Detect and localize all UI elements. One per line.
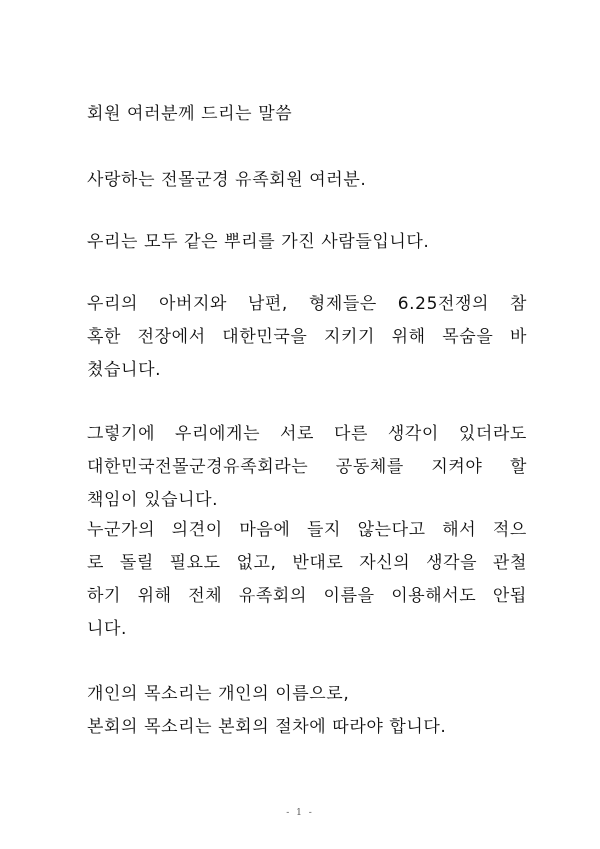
document-title: 회원 여러분께 드리는 말씀 bbox=[87, 104, 293, 124]
paragraph-4-line-1-word: 않는다고 bbox=[357, 520, 426, 540]
paragraph-2-line-2-word: 위해 bbox=[391, 327, 426, 347]
paragraph-3-line-1 bbox=[87, 424, 527, 444]
paragraph-2-line-2-word: 지키기 bbox=[324, 327, 376, 347]
page-number: - 1 - bbox=[286, 808, 314, 818]
paragraph-4-line-1 bbox=[87, 520, 527, 540]
paragraph-4-line-4: 니다. bbox=[87, 619, 128, 639]
paragraph-4-line-2-word: 자신의 bbox=[359, 553, 411, 573]
paragraph-2-line-2-word: 목숨을 bbox=[442, 327, 494, 347]
paragraph-4-line-1-word: 적으 bbox=[492, 520, 527, 540]
paragraph-4-line-3-word: 유족회의 bbox=[238, 586, 307, 606]
paragraph-4-line-2-word: 돌릴 bbox=[119, 553, 154, 573]
paragraph-2-line-1-word: 참 bbox=[509, 294, 527, 314]
paragraph-5-line-2: 본회의 목소리는 본회의 절차에 따라야 합니다. bbox=[87, 717, 447, 737]
paragraph-3-line-2-word: 공동체를 bbox=[335, 457, 404, 477]
paragraph-4-line-2-word: 관철 bbox=[492, 553, 527, 573]
paragraph-4-line-3 bbox=[87, 586, 527, 606]
paragraph-2-line-2-word: 대한민국을 bbox=[222, 327, 308, 347]
paragraph-4-line-2-word: 없고, bbox=[236, 553, 277, 573]
paragraph-4-line-3-word: 이름을 bbox=[323, 586, 375, 606]
paragraph-3-line-3: 책임이 있습니다. bbox=[87, 490, 219, 510]
paragraph-2-line-1-word: 아버지와 bbox=[158, 294, 228, 314]
paragraph-4-line-1-word: 누군가의 bbox=[87, 520, 156, 540]
paragraph-3-line-2-word: 지켜야 bbox=[431, 457, 483, 477]
paragraph-4-line-1-word: 마음에 bbox=[239, 520, 291, 540]
paragraph-4-line-3-word: 하기 bbox=[87, 586, 122, 606]
paragraph-2-line-2-word: 전장에서 bbox=[137, 327, 206, 347]
paragraph-3-line-2-word: 대한민국전몰군경유족회라는 bbox=[87, 457, 309, 477]
paragraph-2-line-1 bbox=[87, 294, 527, 314]
paragraph-2-line-1-word: 남편, bbox=[247, 294, 288, 314]
paragraph-2-line-1-word: 우리의 bbox=[87, 294, 139, 314]
paragraph-2-line-1-word: 형제들은 bbox=[308, 294, 377, 314]
paragraph-3-line-1-word: 서로 bbox=[280, 424, 315, 444]
paragraph-2-line-2 bbox=[87, 327, 527, 347]
paragraph-3-line-1-word: 우리에게는 bbox=[174, 424, 261, 444]
paragraph-4-line-1-word: 들지 bbox=[306, 520, 342, 540]
paragraph-4-line-1-word: 해서 bbox=[442, 520, 477, 540]
paragraph-4-line-2-word: 로 bbox=[87, 553, 105, 573]
paragraph-4-line-3-word: 안됩 bbox=[492, 586, 527, 606]
paragraph-2-line-3: 쳤습니다. bbox=[87, 360, 162, 380]
paragraph-4-line-3-word: 전체 bbox=[188, 586, 223, 606]
paragraph-3-line-1-word: 있더라도 bbox=[458, 424, 527, 444]
paragraph-4-line-3-word: 이용해서도 bbox=[391, 586, 477, 606]
paragraph-4-line-2-word: 반대로 bbox=[292, 553, 344, 573]
paragraph-5-line-1: 개인의 목소리는 개인의 이름으로, bbox=[87, 684, 350, 704]
paragraph-3-line-2-word: 할 bbox=[509, 457, 527, 477]
paragraph-3-line-1-word: 생각이 bbox=[387, 424, 439, 444]
paragraph-4-line-3-word: 위해 bbox=[137, 586, 172, 606]
paragraph-4-line-1-word: 의견이 bbox=[171, 520, 223, 540]
paragraph-3-line-1-word: 그렇기에 bbox=[87, 424, 156, 444]
paragraph-1: 우리는 모두 같은 뿌리를 가진 사람들입니다. bbox=[87, 232, 430, 252]
paragraph-4-line-2 bbox=[87, 553, 527, 573]
paragraph-2-line-2-word: 혹한 bbox=[87, 327, 122, 347]
paragraph-2-line-2-word: 바 bbox=[509, 327, 527, 347]
paragraph-3-line-2 bbox=[87, 457, 527, 477]
paragraph-4-line-2-word: 생각을 bbox=[426, 553, 478, 573]
paragraph-4-line-2-word: 필요도 bbox=[169, 553, 221, 573]
paragraph-2-line-1-word: 6.25전쟁의 bbox=[397, 294, 490, 314]
greeting-line: 사랑하는 전몰군경 유족회원 여러분. bbox=[87, 170, 367, 190]
paragraph-3-line-1-word: 다른 bbox=[333, 424, 368, 444]
